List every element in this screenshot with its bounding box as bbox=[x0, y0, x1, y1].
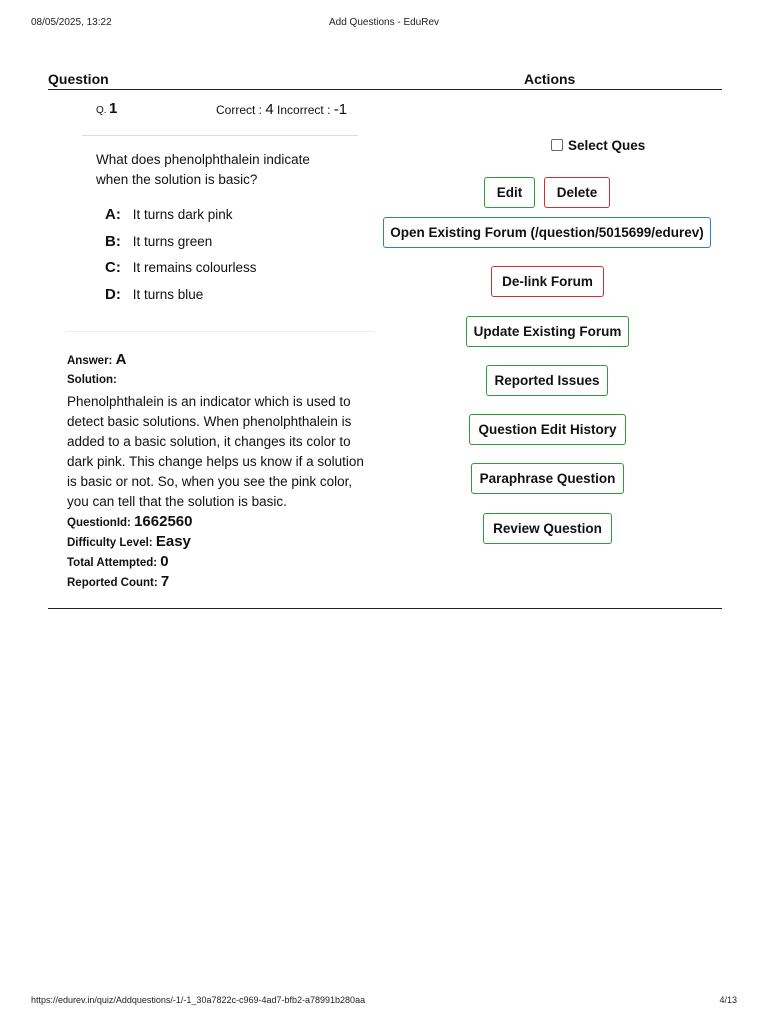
option-item bbox=[105, 259, 257, 286]
column-header-question: Question bbox=[48, 71, 109, 87]
correct-value: 4 bbox=[265, 101, 274, 118]
attempted-value: 0 bbox=[160, 553, 169, 570]
question-id-row bbox=[67, 512, 377, 532]
print-url: https://edurev.in/quiz/Addquestions/-1/-1_30a7822c-c969-4ad7-bfb2-a78991b280aa bbox=[31, 995, 366, 1005]
option-letter: C: bbox=[105, 259, 121, 276]
solution-text: Phenolphthalein is an indicator which is used to detect basic solutions. When phenolphthalein is added to a basic solution, it changes its color to dark pink. This change helps us know if a solution is basic or not. So, when you see the pink color, you can tell that the solution is basic. bbox=[67, 394, 364, 509]
difficulty-value: Easy bbox=[155, 533, 191, 550]
checkbox-icon[interactable] bbox=[551, 139, 563, 151]
question-edit-history-button[interactable]: Question Edit History bbox=[469, 414, 626, 445]
option-text: It turns green bbox=[132, 233, 213, 249]
reported-count-value: 7 bbox=[160, 573, 170, 590]
option-text: It remains colourless bbox=[132, 260, 257, 275]
attempted-label: Total Attempted: bbox=[67, 557, 158, 569]
questions-table bbox=[48, 68, 722, 609]
update-existing-forum-button[interactable]: Update Existing Forum bbox=[466, 316, 629, 347]
delete-button[interactable]: Delete bbox=[544, 177, 610, 208]
review-question-button[interactable]: Review Question bbox=[483, 513, 612, 544]
select-question-label: Select Ques bbox=[568, 138, 646, 153]
table-header bbox=[48, 68, 722, 90]
actions-panel bbox=[383, 90, 723, 609]
question-text: What does phenolphthalein indicate when the solution is basic? bbox=[96, 152, 310, 187]
correct-label: Correct : bbox=[216, 103, 263, 117]
option-item bbox=[105, 233, 257, 260]
column-header-actions: Actions bbox=[524, 71, 576, 87]
table-row bbox=[48, 90, 722, 609]
question-number: 1 bbox=[109, 100, 118, 117]
solution-label: Solution: bbox=[67, 374, 117, 386]
divider bbox=[82, 135, 358, 136]
print-page-title: Add Questions - EduRev bbox=[328, 17, 440, 28]
print-datetime: 08/05/2025, 13:22 bbox=[31, 17, 112, 28]
options-list bbox=[105, 206, 257, 312]
question-id-value: 1662560 bbox=[134, 513, 193, 530]
option-letter: B: bbox=[105, 232, 121, 250]
reported-issues-button[interactable]: Reported Issues bbox=[486, 365, 608, 396]
reported-count-label: Reported Count: bbox=[67, 577, 158, 589]
answer-row bbox=[67, 350, 377, 370]
reported-count-row bbox=[67, 572, 377, 592]
option-text: It turns dark pink bbox=[132, 207, 233, 222]
paraphrase-question-button[interactable]: Paraphrase Question bbox=[471, 463, 624, 494]
option-letter: A: bbox=[105, 206, 121, 223]
delink-forum-button[interactable]: De-link Forum bbox=[491, 266, 604, 297]
option-item bbox=[105, 206, 257, 233]
incorrect-value: -1 bbox=[333, 101, 348, 118]
answer-value: A bbox=[115, 351, 127, 368]
option-text: It turns blue bbox=[132, 286, 204, 302]
answer-block bbox=[67, 350, 377, 592]
option-letter: D: bbox=[105, 285, 121, 303]
question-number-label: Q. bbox=[96, 105, 107, 116]
print-footer bbox=[31, 995, 737, 1009]
page-count: 4/13 bbox=[719, 995, 737, 1005]
question-id-label: QuestionId: bbox=[67, 517, 131, 529]
difficulty-label: Difficulty Level: bbox=[67, 537, 153, 549]
open-existing-forum-button[interactable]: Open Existing Forum (/question/5015699/edurev) bbox=[383, 217, 711, 248]
edit-button[interactable]: Edit bbox=[484, 177, 535, 208]
incorrect-label: Incorrect : bbox=[277, 103, 331, 117]
select-question-checkbox[interactable] bbox=[551, 138, 645, 153]
print-header bbox=[31, 17, 737, 31]
attempted-row bbox=[67, 552, 377, 572]
marking-scheme bbox=[216, 101, 347, 118]
answer-label: Answer: bbox=[67, 355, 113, 367]
difficulty-row bbox=[67, 532, 377, 552]
option-item bbox=[105, 286, 257, 313]
divider bbox=[66, 331, 374, 332]
